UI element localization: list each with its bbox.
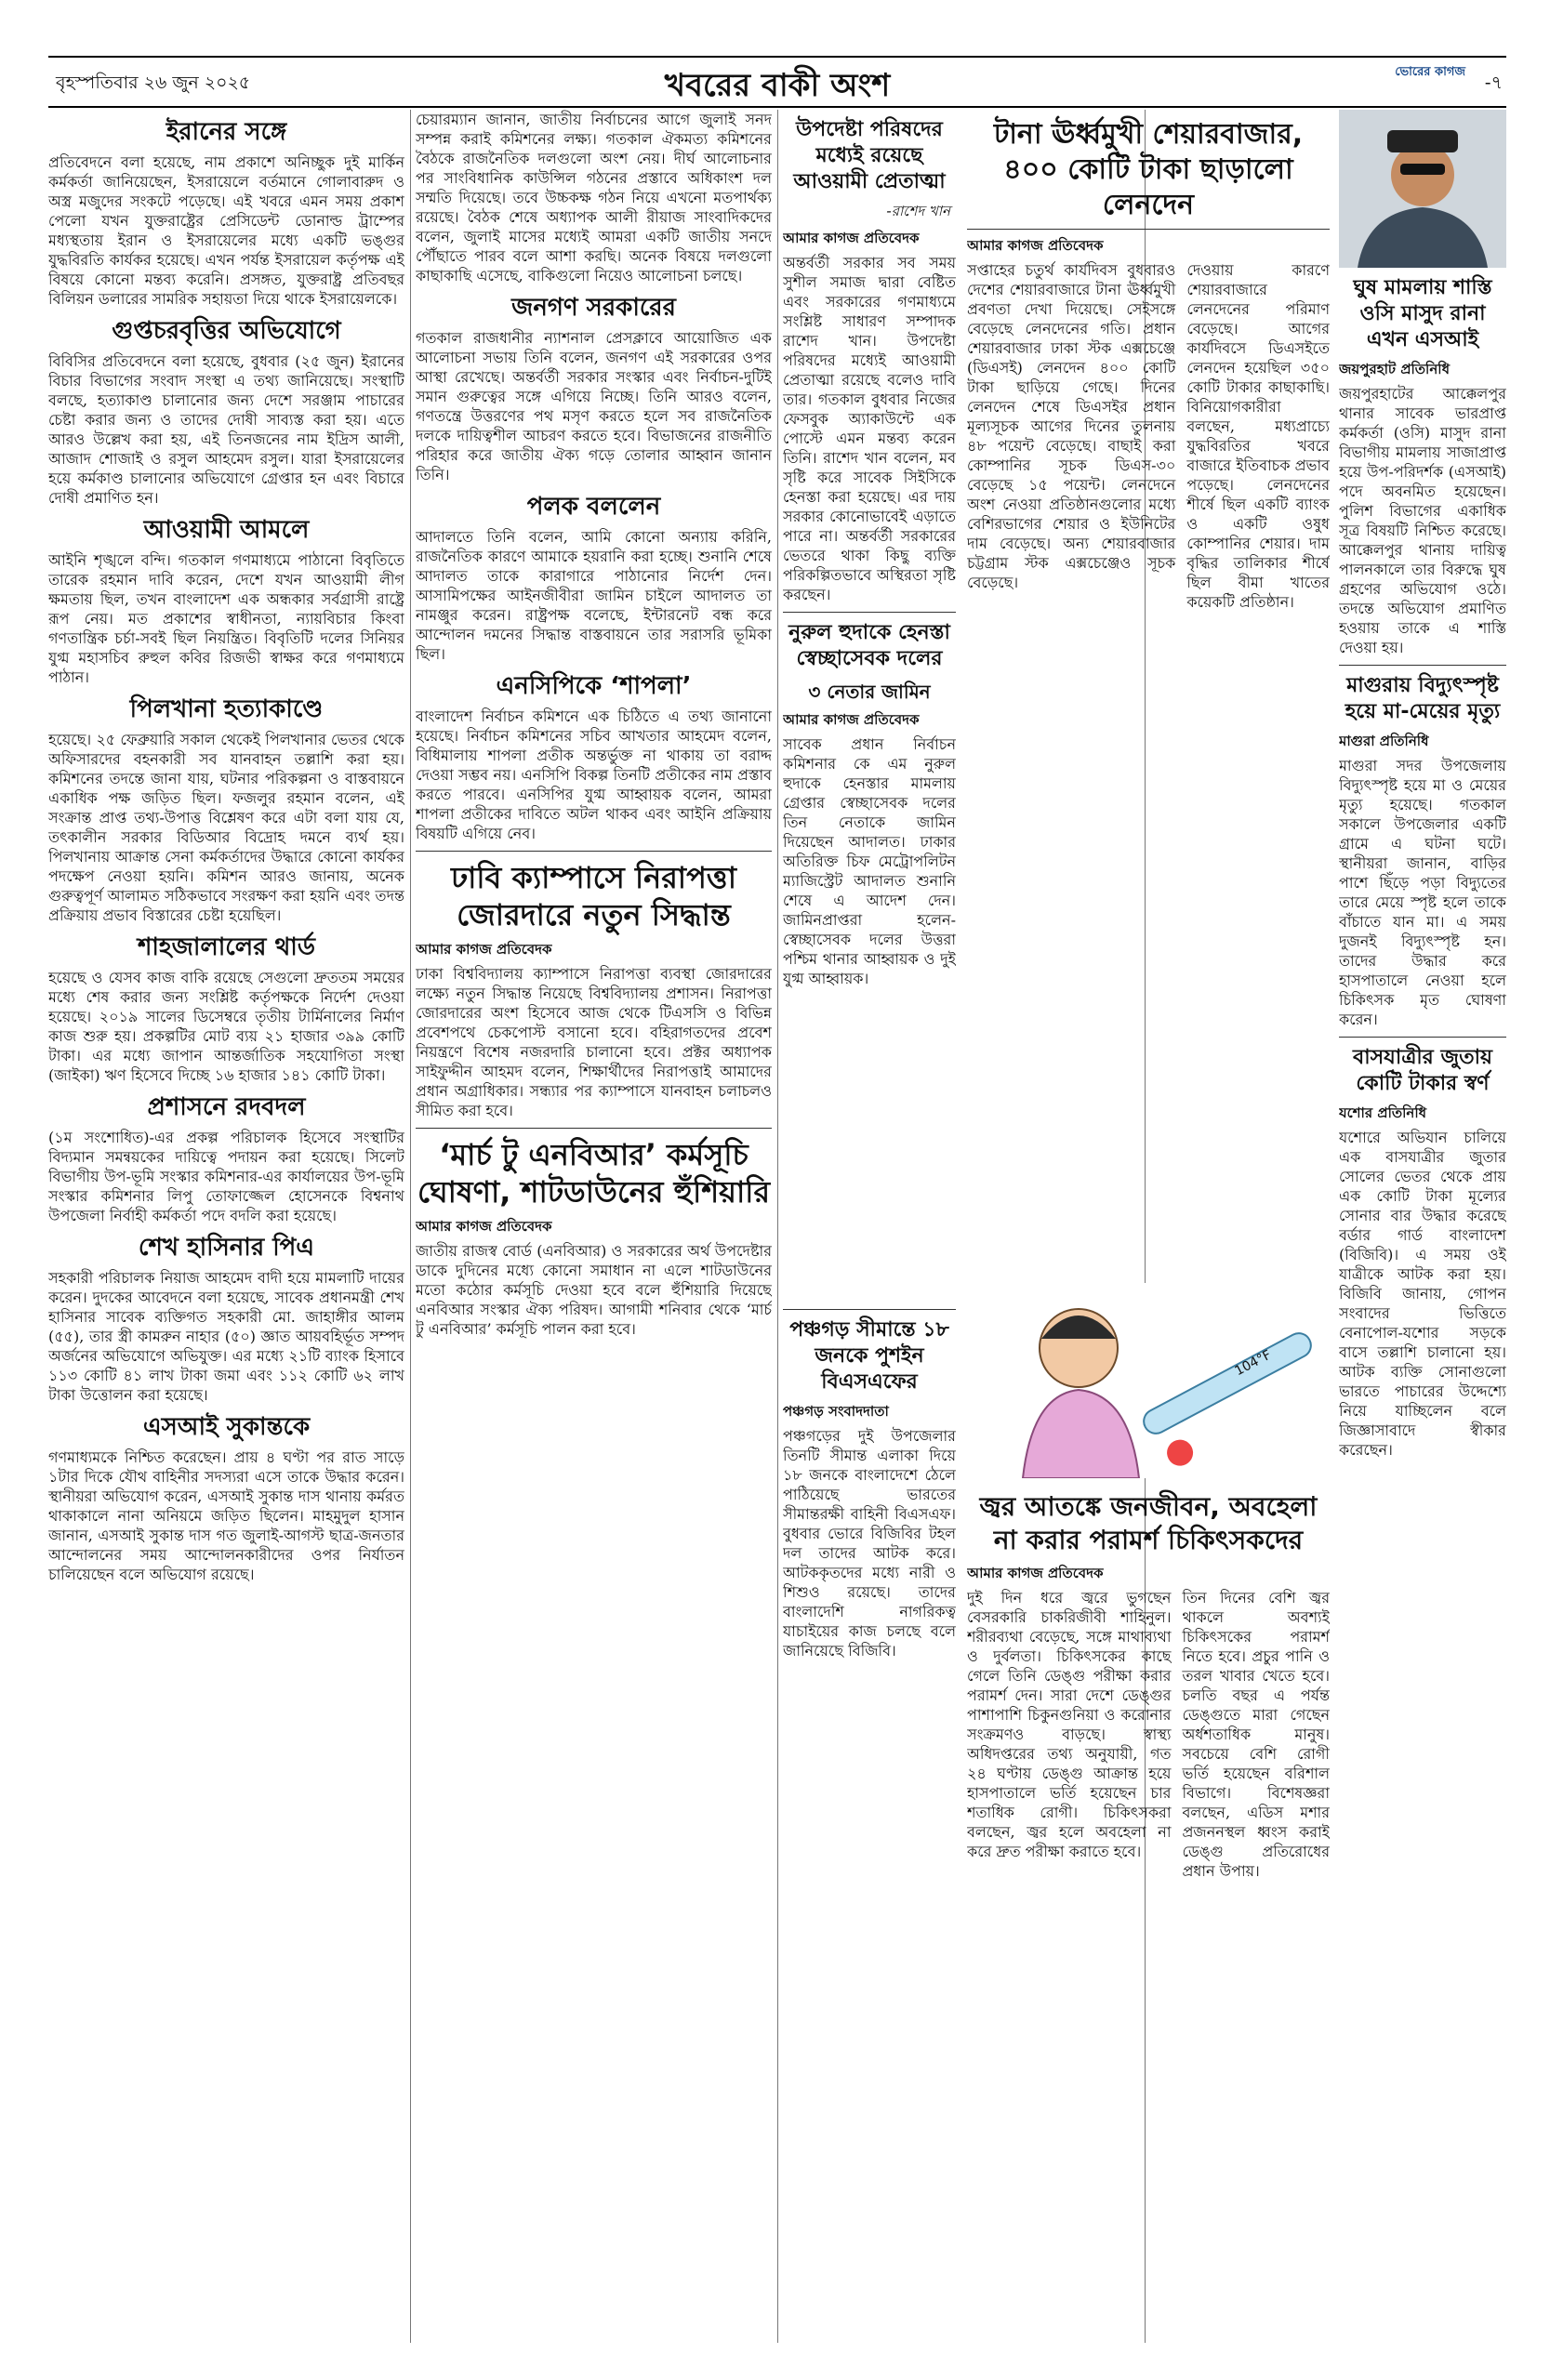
headline-oc: ঘুষ মামলায় শাস্তি ওসি মাসুদ রানা এখন এসআই [1353,276,1492,351]
byline: আমার কাগজ প্রতিবেদক [783,711,920,728]
quote-author: -রাশেদ খান [886,203,950,219]
byline: আমার কাগজ প্রতিবেদক [967,1565,1104,1581]
headline-si: এসআই সুকান্তকে [142,1413,311,1441]
newspaper-logo: ভোরের কাগজ [1395,65,1465,79]
fever-article [967,1483,1330,2343]
byline: আমার কাগজ প্রতিবেদক [967,237,1104,254]
fever-image [967,1283,1330,1478]
article-body: সহকারী পরিচালক নিয়াজ আহমেদ বাদী হয়ে মামলাটি দায়ের করেন। দুদকের আবেদনে বলা হয়েছে, সাবেক প্রধানমন্ত্রী শেখ হাসিনার সাবেক ব্যক্তিগত সহকারী মো. জাহাঙ্গীর আলম (৫৫), তার স্ত্রী কামরুন নাহার (৫০) জ্ঞাত আয়বহির্ভূত সম্পদ অর্জনের অভিযোগে অভিযুক্ত। এর মধ্যে ২১টি ব্যাংক হিসাবে ১১৩ কোটি ৪১ লাখ টাকা জমা এবং ১১২ কোটি ৬২ লাখ টাকা উত্তোলন করা হয়েছে। [48,1269,404,1404]
article-body: আইনি শৃঙ্খলে বন্দি। গতকাল গণমাধ্যমে পাঠানো বিবৃতিতে তারেক রহমান দাবি করেন, দেশে যখন আওয়ামী লীগ ক্ষমতায় ছিল, তখন বাংলাদেশ এক অন্ধকার সর্বগ্রাসী রাষ্ট্রে রূপ নেয়। মত প্রকাশের স্বাধীনতা, ন্যায়বিচার কিংবা গণতান্ত্রিক চর্চা-সবই ছিল নিয়ন্ত্রিত। বিবৃতিটি দলের সিনিয়র যুগ্ম মহাসচিব রুহুল কবির রিজভী স্বাক্ষর করে গণমাধ্যমে পাঠান। [48,551,404,686]
headline-ncp: এনসিপিকে ‘শাপলা’ [496,672,692,700]
article-body: (১ম সংশোধিত)-এর প্রকল্প পরিচালক হিসেবে সংস্থাটির বিদ্যমান সমন্বয়কের দায়িত্বে পদায়ন করা হয়েছে। সিলেট বিভাগীয় উপ-ভূমি সংস্কার কমিশনার-এর কার্যালয়ের উপ-ভূমি সংস্কার কমিশনার লিপু তোফাজ্জেল হোসেনকে বিশ্বনাথ উপজেলা নির্বাহী কর্মকর্তা পদে বদলি করা হয়েছে। [48,1129,404,1224]
headline-panchagarh: পঞ্চগড় সীমান্তে ১৮ জনকে পুশইন বিএসএফের [789,1318,949,1394]
advisers-article [783,110,956,1290]
article-body: জাতীয় রাজস্ব বোর্ড (এনবিআর) ও সরকারের অর্থ উপদেষ্টার ডাকে দুদিনের মধ্যে কোনো সমাধান না এলে শাটডাউনের মতো কঠোর কর্মসূচি দেওয়া হবে বলে হুঁশিয়ারি দিয়েছে এনবিআর সংস্কার ঐক্য পরিষদ। আগামী শনিবার থেকে ‘মার্চ টু এনবিআর’ কর্মসূচি পালন করা হবে। [416,1242,772,1338]
article-body: জয়পুরহাটের আক্কেলপুর থানার সাবেক ভারপ্রাপ্ত কর্মকর্তা (ওসি) মাসুদ রানা বিভাগীয় মামলায় সাজাপ্রাপ্ত হয়ে উপ-পরিদর্শক (এসআই) পদে অবনমিত হয়েছেন। পুলিশ বিভাগের একাধিক সূত্র বিষয়টি নিশ্চিত করেছে। আক্কেলপুর থানায় দায়িত্ব পালনকালে তার বিরুদ্ধে ঘুষ গ্রহণের অভিযোগ ওঠে। তদন্তে অভিযোগ প্রমাণিত হওয়ায় তাকে এ শাস্তি দেওয়া হয়। [1339,385,1506,656]
byline: জয়পুরহাট প্রতিনিধি [1339,361,1450,377]
divider [783,1309,956,1310]
headline-shahjalal: শাহজালালের থার্ড [138,933,315,961]
byline: আমার কাগজ প্রতিবেদক [416,941,552,958]
officer-portrait [1339,110,1506,268]
headline-march: ‘মার্চ টু এনবিআর’ কর্মসূচি ঘোষণা, শাটডাউনের হুঁশিয়ারি [417,1137,771,1210]
headline-magura: মাগুরায় বিদ্যুৎস্পৃষ্ট হয়ে মা-মেয়ের মৃত্যু [1345,674,1501,723]
article-body: প্রতিবেদনে বলা হয়েছে, নাম প্রকাশে অনিচ্ছুক দুই মার্কিন কর্মকর্তা জানিয়েছেন, ইসরায়েলে বর্তমানে গোলাবারুদ ও অস্ত্র মজুদের সংকটে পড়েছে। এই খবরে এমন সময় প্রকাশ পেলো যখন যুক্তরাষ্ট্রের প্রেসিডেন্ট ডোনাল্ড ট্রাম্পের মধ্যস্থতায় ইরান ও ইসরায়েলের মধ্যে একটি ভঙ্গুর যুদ্ধবিরতি কার্যকর হয়েছে। এখন পর্যন্ত ইসরায়েল কর্তৃপক্ষ এই বিষয়ে কোনো মন্তব্য করেনি। প্রসঙ্গত, যুক্তরাষ্ট্র প্রতিবছর বিলিয়ন ডলারের সামরিক সহায়তা দিয়ে থাকে ইসরায়েলকে। [48,153,404,308]
byline: যশোর প্রতিনিধি [1339,1104,1427,1121]
thermometer-reading: 104°F [1232,1347,1274,1380]
article-body: মাগুরা সদর উপজেলায় বিদ্যুৎস্পৃষ্ট হয়ে মা ও মেয়ের মৃত্যু হয়েছে। গতকাল সকালে উপজেলার একটি গ্রামে এ ঘটনা ঘটে। স্থানীয়রা জানান, বাড়ির পাশে ছিঁড়ে পড়া বিদ্যুতের তারে মেয়ে স্পৃষ্ট হলে তাকে বাঁচাতে যান মা। এ সময় দুজনই বিদ্যুৎস্পৃষ্ট হন। তাদের উদ্ধার করে হাসপাতালে নেওয়া হলে চিকিৎসক মৃত ঘোষণা করেন। [1339,757,1506,1028]
panchagarh-article [783,1302,956,2343]
byline: আমার কাগজ প্রতিবেদক [416,1218,552,1235]
article-body: হয়েছে ও যেসব কাজ বাকি রয়েছে সেগুলো দ্রুততম সময়ের মধ্যে শেষ করার জন্য সংশ্লিষ্ট কর্তৃপক্ষকে নির্দেশ দেওয়া হয়েছে। ২০১৯ সালের ডিসেম্বরে তৃতীয় টার্মিনালের নির্মাণ কাজ শুরু হয়। প্রকল্পটির মোট ব্যয় ২১ হাজার ৩৯৯ কোটি টাকা। এর মধ্যে জাপান আন্তর্জাতিক সহযোগিতা সংস্থা (জাইকা) ঋণ হিসেবে দিচ্ছে ১৬ হাজার ১৪১ কোটি টাকা। [48,969,404,1084]
article-body: বিবিসির প্রতিবেদনে বলা হয়েছে, বুধবার (২৫ জুন) ইরানের বিচার বিভাগের সংবাদ সংস্থা এ তথ্য জানিয়েছে। সংস্থাটি বলছে, হত্যাকাণ্ড চালানোর জন্য দেশে সরঞ্জাম পাচারের চেষ্টা করার জন্য ও তাদের দোষী সাব্যস্ত করা হয়। এতে আরও উল্লেখ করা হয়, এই তিনজনের নাম ইদ্রিস আলী, আজাদ শোজাই ও রসুল আহমেদ রসুল। যারা ইসরায়েলের হয়ে কর্মকাণ্ড চালানোর অভিযোগে গ্রেপ্তার হন এবং বিচারে দোষী প্রমাণিত হন। [48,352,404,507]
headline-iran: ইরানের সঙ্গে [166,118,287,146]
divider [1339,665,1506,666]
article-body: সপ্তাহের চতুর্থ কার্যদিবস বুধবারও দেশের শেয়ারবাজারে টানা ঊর্ধ্বমুখী প্রবণতা দেখা দিয়েছে। সেইসঙ্গে বেড়েছে লেনদেনের গতি। প্রধান শেয়ারবাজার ঢাকা স্টক এক্সচেঞ্জে (ডিএসই) লেনদেন ৪০০ কোটি টাকা ছাড়িয়ে গেছে। দিনের লেনদেন শেষে ডিএসইর প্রধান মূল্যসূচক আগের দিনের তুলনায় ৪৮ পয়েন্ট বেড়েছে। বাছাই করা কোম্পানির সূচক ডিএস-৩০ বেড়েছে ১৫ পয়েন্ট। লেনদেনে অংশ নেওয়া প্রতিষ্ঠানগুলোর মধ্যে বেশিরভাগের শেয়ার ও ইউনিটের দাম বেড়েছে। অন্য শেয়ারবাজার চট্টগ্রাম স্টক এক্সচেঞ্জেও সূচক বেড়েছে। [967,261,1176,591]
article-body: অন্তর্বর্তী সরকার সব সময় সুশীল সমাজ দ্বারা বেষ্টিত এবং সরকারের গণমাধ্যমে সংশ্লিষ্ট সাধারণ সম্পাদক রাশেদ খান। উপদেষ্টা পরিষদের মধ্যেই আওয়ামী প্রেতাত্মা রয়েছে বলেও দাবি তার। গতকাল বুধবার নিজের ফেসবুক অ্যাকাউন্টে এক পোস্টে এমন মন্তব্য করেন তিনি। রাশেদ খান বলেন, মব সৃষ্টি করে সাবেক সিইসিকে হেনস্তা করা হয়েছে। এর দায় সরকার কোনোভাবেই এড়াতে পারে না। অন্তর্বর্তী সরকারের ভেতরে থাকা কিছু ব্যক্তি পরিকল্পিতভাবে অস্থিরতা সৃষ্টি করছেন। [783,254,956,603]
article-body: চেয়ারম্যান জানান, জাতীয় নির্বাচনের আগে জুলাই সনদ সম্পন্ন করাই কমিশনের লক্ষ্য। গতকাল ঐকমত্য কমিশনের বৈঠকে রাজনৈতিক দলগুলো অংশ নেয়। দীর্ঘ আলোচনার পর সাংবিধানিক কাউন্সিল গঠনের প্রস্তাবে অধিকাংশ দল সম্মতি দিয়েছে। তবে উচ্চকক্ষ গঠন নিয়ে এখনো মতপার্থক্য রয়েছে। বৈঠক শেষে অধ্যাপক আলী রীয়াজ সাংবাদিকদের বলেন, জুলাই মাসের মধ্যেই আমরা একটি জাতীয় সনদে পৌঁছাতে পারব বলে আশা করছি। অনেক বিষয়ে দলগুলো কাছাকাছি এসেছে, বাকিগুলো নিয়েও আলোচনা চলছে। [416,111,772,284]
byline: আমার কাগজ প্রতিবেদক [783,230,920,246]
headline-fever: জ্বর আতঙ্কে জনজীবন, অবহেলা না করার পরামর্শ চিকিৎসকদের [979,1491,1318,1555]
column-divider [410,110,411,2343]
page-number: -৭ [1484,73,1503,93]
headline-palak: পলক বললেন [526,493,661,521]
divider [416,851,772,852]
article-body: যশোরে অভিযান চালিয়ে এক বাসযাত্রীর জুতার সোলের ভেতর থেকে প্রায় এক কোটি টাকা মূল্যের সোনার বার উদ্ধার করেছে বর্ডার গার্ড বাংলাদেশ (বিজিবি)। এ সময় ওই যাত্রীকে আটক করা হয়। বিজিবি জানায়, গোপন সংবাদের ভিত্তিতে বেনাপোল-যশোর সড়কে বাসে তল্লাশি চালানো হয়। আটক ব্যক্তি সোনাগুলো ভারতে পাচারের উদ্দেশ্যে নিয়ে যাচ্ছিলেন বলে জিজ্ঞাসাবাদে স্বীকার করেছেন। [1339,1129,1506,1459]
article-body: বাংলাদেশ নির্বাচন কমিশনে এক চিঠিতে এ তথ্য জানানো হয়েছে। নির্বাচন কমিশনের সচিব আখতার আহমেদ বলেন, বিধিমালায় শাপলা প্রতীক অন্তর্ভুক্ত না থাকায় তা বরাদ্দ দেওয়া সম্ভব নয়। এনসিপি বিকল্প তিনটি প্রতীকের নাম প্রস্তাব করতে পারবে। এনসিপির যুগ্ম আহ্বায়ক বলেন, আমরা শাপলা প্রতীকের দাবিতে অটল থাকব এবং আইনি প্রক্রিয়ায় বিষয়টি এগিয়ে নেব। [416,707,772,842]
headline-pilkhana: পিলখানা হত্যাকাণ্ডে [129,695,324,723]
headline-dhabi: ঢাবি ক্যাম্পাসে নিরাপত্তা জোরদারে নতুন সিদ্ধান্ত [451,860,736,932]
page-header [48,56,1506,108]
article-body: দেওয়ায় কারণে শেয়ারবাজারে লেনদেনের পরিমাণ বেড়েছে। আগের কার্যদিবসে ডিএসইতে লেনদেন হয়েছিল ৩৫০ কোটি টাকার কাছাকাছি। বিনিয়োগকারীরা বলছেন, মধ্যপ্রাচ্যে যুদ্ধবিরতির খবরে বাজারে ইতিবাচক প্রভাব পড়েছে। লেনদেনের শীর্ষে ছিল একটি ব্যাংক ও একটি ওষুধ কোম্পানির শেয়ার। দাম বৃদ্ধির তালিকার শীর্ষে ছিল বীমা খাতের কয়েকটি প্রতিষ্ঠান। [1186,261,1330,611]
headline-awami: আওয়ামী আমলে [143,516,310,544]
subheadline-nurul: ৩ নেতার জামিন [808,681,931,703]
divider [1339,1037,1506,1038]
divider [783,612,956,613]
headline-advisers: উপদেষ্টা পরিষদের মধ্যেই রয়েছে আওয়ামী প্রেতাত্মা [793,118,946,193]
market-article [967,110,1330,1281]
article-body: গতকাল রাজধানীর ন্যাশনাল প্রেসক্লাবে আয়োজিত এক আলোচনা সভায় তিনি বলেন, জনগণ এই সরকারের ওপর আস্থা রেখেছে। অন্তর্বর্তী সরকার সংস্কার এবং নির্বাচন-দুটিই সমান গুরুত্বের সঙ্গে এগিয়ে নিচ্ছে। তিনি আরও বলেন, গণতন্ত্রে উত্তরণের পথ মসৃণ করতে হলে সব রাজনৈতিক দলকে দায়িত্বশীল আচরণ করতে হবে। বিভাজনের রাজনীতি পরিহার করে জাতীয় ঐক্য গড়ে তোলার আহ্বান জানান তিনি। [416,329,772,483]
fever-illustration [967,1283,1330,1478]
column-2 [416,110,772,2343]
article-body: তিন দিনের বেশি জ্বর থাকলে অবশ্যই চিকিৎসকের পরামর্শ নিতে হবে। প্রচুর পানি ও তরল খাবার খেতে হবে। চলতি বছর এ পর্যন্ত ডেঙ্গুতে মারা গেছেন অর্ধশতাধিক মানুষ। সবচেয়ে বেশি রোগী ভর্তি হয়েছেন বরিশাল বিভাগে। বিশেষজ্ঞরা বলছেন, এডিস মশার প্রজননস্থল ধ্বংস করাই ডেঙ্গু প্রতিরোধের প্রধান উপায়। [1182,1589,1330,1880]
article-body: গণমাধ্যমকে নিশ্চিত করেছেন। প্রায় ৪ ঘণ্টা পর রাত সাড়ে ১টার দিকে যৌথ বাহিনীর সদস্যরা এসে তাকে উদ্ধার করেন। স্থানীয়রা অভিযোগ করেন, এসআই সুকান্ত দাস থানায় কর্মরত থাকাকালে নানা অনিয়মে জড়িত ছিলেন। মাহমুদুল হাসান জানান, এসআই সুকান্ত দাস গত জুলাই-আগস্ট ছাত্র-জনতার আন্দোলনের সময় আন্দোলনকারীদের ওপর নির্যাতন চালিয়েছেন বলে অভিযোগ রয়েছে। [48,1448,404,1583]
divider [416,1128,772,1129]
article-body: সাবেক প্রধান নির্বাচন কমিশনার কে এম নুরুল হুদাকে হেনস্তার মামলায় গ্রেপ্তার স্বেচ্ছাসেবক দলের তিন নেতাকে জামিন দিয়েছেন আদালত। ঢাকার অতিরিক্ত চিফ মেট্রোপলিটন ম্যাজিস্ট্রেট আদালত শুনানি শেষে এ আদেশ দেন। জামিনপ্রাপ্তরা হলেন-স্বেচ্ছাসেবক দলের উত্তরা পশ্চিম থানার আহ্বায়ক ও দুই যুগ্ম আহ্বায়ক। [783,735,956,987]
column-4 [1339,110,1506,2341]
headline-gold: বাসযাত্রীর জুতায় কোটি টাকার স্বর্ণ [1353,1046,1492,1095]
headline-pa: শেখ হাসিনার পিএ [138,1234,315,1262]
article-body: দুই দিন ধরে জ্বরে ভুগছেন বেসরকারি চাকরিজীবী শাহিনুল। শরীরব্যথা বেড়েছে, সঙ্গে মাথাব্যথা ও দুর্বলতা। চিকিৎসকের কাছে গেলে তিনি ডেঙ্গু পরীক্ষা করার পরামর্শ দেন। সারা দেশে ডেঙ্গুর পাশাপাশি চিকুনগুনিয়া ও করোনার সংক্রমণও বাড়ছে। স্বাস্থ্য অধিদপ্তরের তথ্য অনুযায়ী, গত ২৪ ঘণ্টায় ডেঙ্গু আক্রান্ত হয়ে হাসপাতালে ভর্তি হয়েছেন চার শতাধিক রোগী। চিকিৎসকরা বলছেন, জ্বর হলে অবহেলা না করে দ্রুত পরীক্ষা করাতে হবে। [967,1589,1172,1860]
article-body: ঢাকা বিশ্ববিদ্যালয় ক্যাম্পাসে নিরাপত্তা ব্যবস্থা জোরদারের লক্ষ্যে নতুন সিদ্ধান্ত নিয়েছে বিশ্ববিদ্যালয় প্রশাসন। নিরাপত্তা জোরদারের অংশ হিসেবে আজ থেকে টিএসসি ও বিভিন্ন প্রবেশপথে চেকপোস্ট বসানো হবে। বহিরাগতদের প্রবেশ নিয়ন্ত্রণে বিশেষ নজরদারি চালানো হবে। প্রক্টর অধ্যাপক সাইফুদ্দীন আহমদ বলেন, শিক্ষার্থীদের নিরাপত্তাই আমাদের প্রধান অগ্রাধিকার। সন্ধ্যার পর ক্যাম্পাসে যানবাহন চলাচলও সীমিত করা হবে। [416,965,772,1119]
headline-janagan: জনগণ সরকারের [511,294,676,322]
article-body: আদালতে তিনি বলেন, আমি কোনো অন্যায় করিনি, রাজনৈতিক কারণে আমাকে হয়রানি করা হচ্ছে। শুনানি শেষে আদালত তাকে কারাগারে পাঠানোর নির্দেশ দেন। আসামিপক্ষের আইনজীবীরা জামিন চাইলে আদালত তা নামঞ্জুর করেন। রাষ্ট্রপক্ষ বলেছে, ইন্টারনেট বন্ধ করে আন্দোলন দমনের সিদ্ধান্ত বাস্তবায়নে তার সরাসরি ভূমিকা ছিল। [416,528,772,663]
headline-admin: প্রশাসনে রদবদল [147,1093,306,1121]
headline-market: টানা ঊর্ধ্বমুখী শেয়ারবাজার, ৪০০ কোটি টাকা ছাড়ালো লেনদেন [967,117,1330,230]
column-1 [48,110,404,2343]
column-divider [777,110,778,2343]
byline: মাগুরা প্রতিনিধি [1339,733,1429,749]
article-body: পঞ্চগড়ের দুই উপজেলার তিনটি সীমান্ত এলাকা দিয়ে ১৮ জনকে বাংলাদেশে ঠেলে পাঠিয়েছে ভারতের সীমান্তরক্ষী বাহিনী বিএসএফ। বুধবার ভোরে বিজিবির টহল দল তাদের আটক করে। আটককৃতদের মধ্যে নারী ও শিশুও রয়েছে। তাদের বাংলাদেশি নাগরিকত্ব যাচাইয়ের কাজ চলছে বলে জানিয়েছে বিজিবি। [783,1427,956,1659]
oc-photo [1339,110,1506,268]
section-title: খবরের বাকী অংশ [664,67,891,104]
header-date: বৃহস্পতিবার ২৬ জুন ২০২৫ [56,73,251,93]
headline-spy: গুপ্তচরবৃত্তির অভিযোগে [112,317,341,345]
article-body: হয়েছে। ২৫ ফেব্রুয়ারি সকাল থেকেই পিলখানার ভেতর থেকে অফিসারদের বহনকারী সব যানবাহন তল্লাশি করা হয়। কমিশনের তদন্তে জানা যায়, ঘটনার পরিকল্পনা ও বাস্তবায়নে একাধিক পক্ষ জড়িত ছিল। ফজলুর রহমান বলেন, এই সংক্রান্ত প্রাপ্ত তথ্য-উপাত্ত বিশ্লেষণ করে এটা বলা যায় যে, তৎকালীন সরকার বিডিআর বিদ্রোহ দমনে ব্যর্থ হয়। পিলখানায় আক্রান্ত সেনা কর্মকর্তাদের উদ্ধারে কোনো কার্যকর পদক্ষেপ নেওয়া হয়নি। কমিশন আরও জানায়, অনেক গুরুত্বপূর্ণ আলামত সঠিকভাবে সংরক্ষণ করা হয়নি এবং তদন্ত প্রক্রিয়ায় প্রভাব বিস্তারের চেষ্টা হয়েছিল। [48,731,404,924]
headline-nurul: নুরুল হুদাকে হেনস্তা স্বেচ্ছাসেবক দলের [788,621,950,670]
byline: পঞ্চগড় সংবাদদাতা [783,1403,889,1420]
